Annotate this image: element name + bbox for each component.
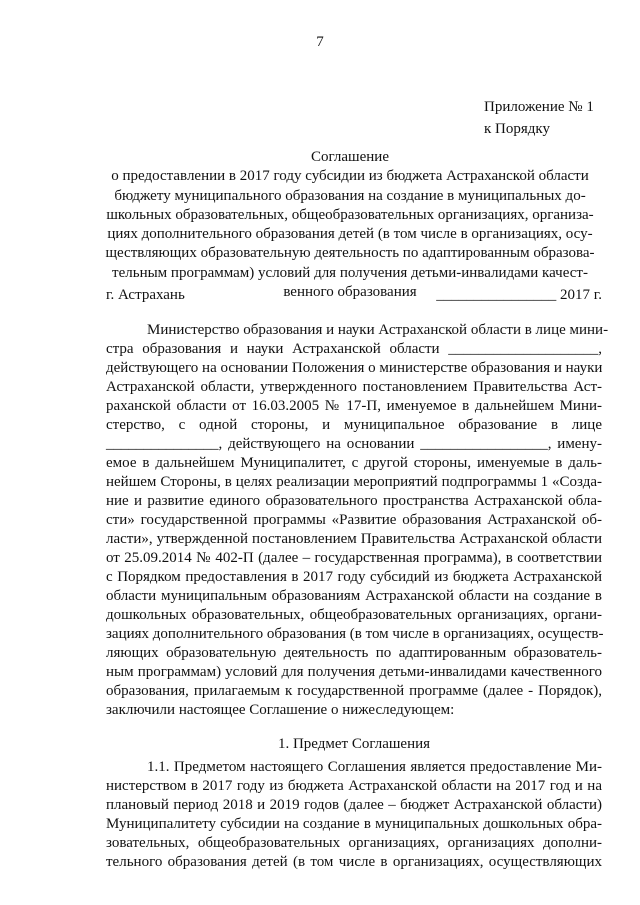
- body-line: ляющих образовательную деятельность по адаптированным образователь-: [106, 645, 602, 661]
- section-line: 1.1. Предметом настоящего Соглашения является предоставление Ми-: [147, 759, 602, 775]
- title-heading: Соглашение: [311, 149, 389, 165]
- title-line: о предоставлении в 2017 году субсидии из бюджета Астраханской области: [111, 168, 589, 185]
- appendix-note: [484, 96, 594, 140]
- body-line: ласти», утвержденной постановлением Правительства Астраханской области: [106, 531, 602, 547]
- section-line: плановый период 2018 и 2019 годов (далее – бюджет Астраханской области): [106, 797, 602, 813]
- section-line: Муниципалитету субсидии на создание в муниципальных дошкольных обра-: [106, 816, 602, 832]
- body-line: стра образования и науки Астраханской области ____________________,: [106, 341, 602, 357]
- body-line: действующего на основании Положения о министерстве образования и науки: [106, 360, 603, 376]
- body-line: зациях дополнительного образования (в том числе в организациях, осуществ-: [106, 626, 604, 642]
- section-title: 1. Предмет Соглашения: [277, 736, 431, 752]
- title-line: школьных образовательных, общеобразовательных организациях, организа-: [106, 206, 594, 223]
- body-line: области муниципальным образованиям Астраханской области на создание в: [106, 588, 602, 604]
- agreement-title: [100, 148, 600, 302]
- body-line: ным программам) условий для получения детьми-инвалидами качественного: [106, 664, 602, 680]
- title-line: бюджету муниципального образования на создание в муниципальных до-: [114, 187, 586, 204]
- body-line: Министерство образования и науки Астраханской области в лице мини-: [147, 322, 609, 338]
- body-line: Астраханской области, утвержденного постановлением Правительства Аст-: [106, 379, 602, 395]
- body-line: раханской области от 16.03.2005 № 17-П, именуемое в дальнейшем Мини-: [106, 398, 602, 414]
- title-line: циях дополнительного образования детей (в том числе в организациях, осу-: [107, 226, 593, 243]
- body-line: _______________, действующего на основании _________________, имену-: [106, 436, 602, 452]
- signing-date: ________________ 2017 г.: [436, 287, 602, 303]
- body-line: с Порядком предоставления в 2017 году субсидий из бюджета Астраханской: [106, 569, 602, 585]
- section-line: нистерством в 2017 году из бюджета Астраханской области на 2017 год и на: [106, 778, 602, 794]
- place-of-signing: г. Астрахань: [106, 287, 185, 303]
- body-line: нейшем Стороны, в целях реализации мероприятий подпрограммы 1 «Созда-: [106, 474, 602, 490]
- title-line: тельным программам) условий для получения детьми-инвалидами качест-: [112, 264, 588, 281]
- body-line: ние и развитие единого образовательного пространства Астраханской обла-: [106, 493, 602, 509]
- title-line: ществляющих образовательную деятельность по адаптированным образова-: [105, 245, 595, 262]
- body-line: сти» государственной программы «Развитие образования Астраханской об-: [106, 512, 602, 528]
- body-line: образования, прилагаемым к государственной программе (далее - Порядок),: [106, 683, 602, 699]
- appendix-line: Приложение № 1: [484, 99, 594, 115]
- appendix-line: к Порядку: [484, 121, 550, 137]
- page-number: 7: [316, 34, 324, 50]
- section-line: зовательных, общеобразовательных организациях, организациях дополни-: [106, 835, 602, 851]
- body-line: от 25.09.2014 № 402-П (далее – государственная программа), в соответствии: [106, 550, 602, 566]
- body-line: дошкольных образовательных, общеобразовательных организациях, органи-: [106, 607, 602, 623]
- body-line: заключили настоящее Соглашение о нижеследующем:: [106, 702, 455, 718]
- title-line: венного образования: [283, 284, 417, 301]
- body-line: стерство, с одной стороны, и муниципальное образование в лице: [106, 417, 602, 433]
- body-line: емое в дальнейшем Муниципалитет, с другой стороны, именуемые в даль-: [106, 455, 602, 471]
- section-line: тельного образования детей (в том числе в организациях, осуществляющих: [106, 854, 602, 870]
